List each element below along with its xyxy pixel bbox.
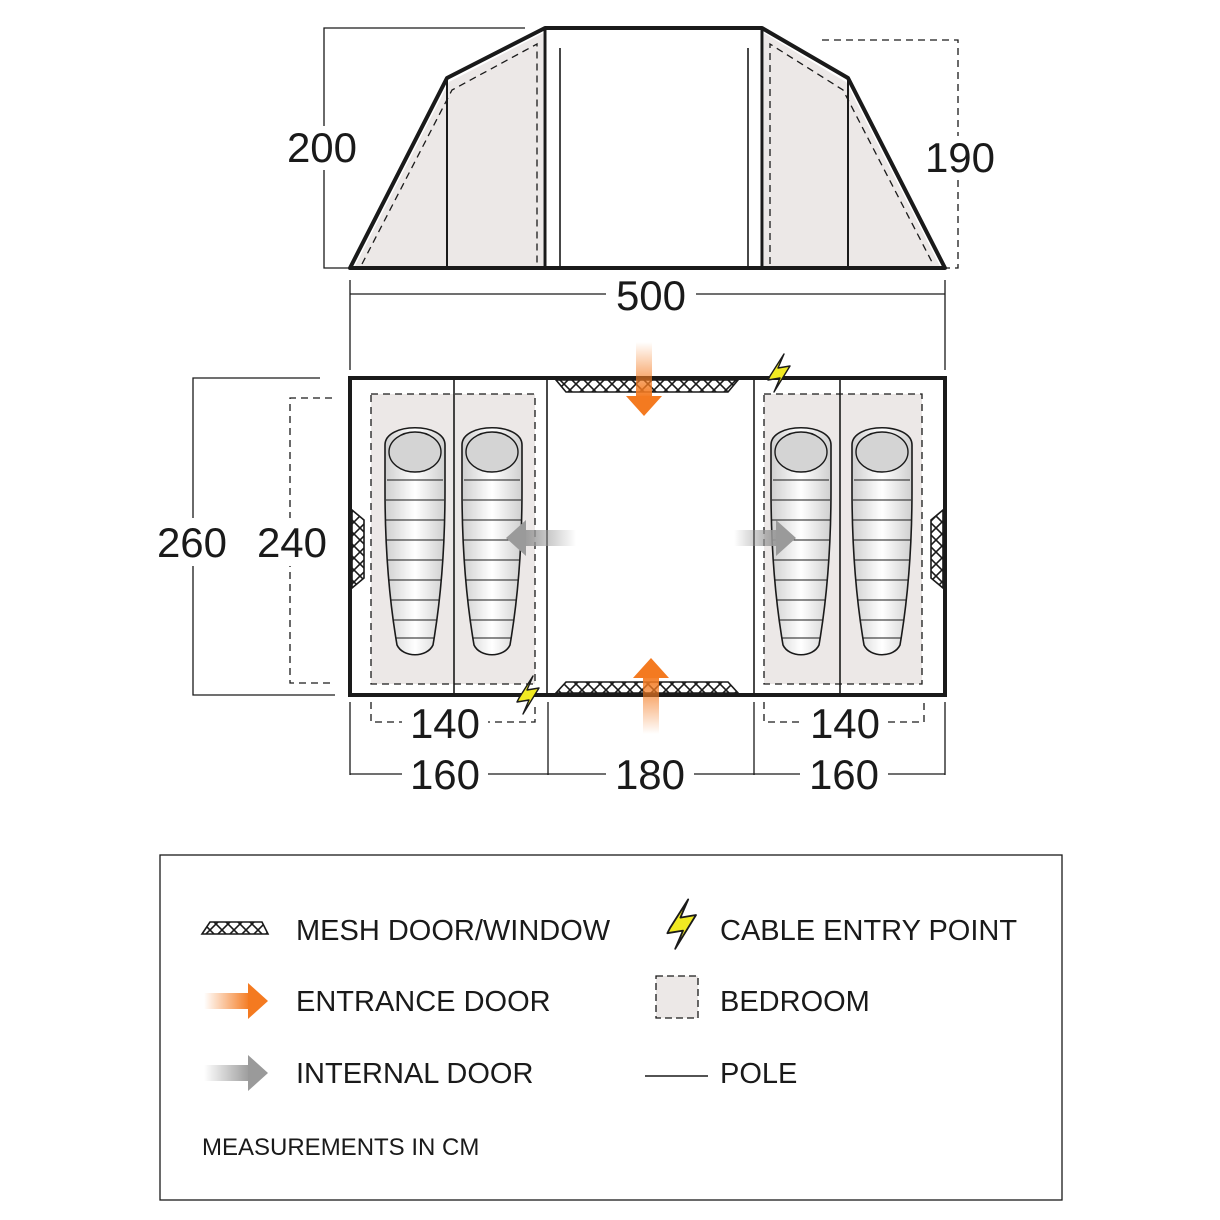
section-left-label: 160 bbox=[409, 751, 481, 798]
legend-mesh-label: MESH DOOR/WINDOW bbox=[296, 915, 611, 947]
right-bedroom-elevation bbox=[764, 33, 940, 266]
legend-pole-label: POLE bbox=[720, 1058, 798, 1090]
sleeping-bag-1 bbox=[385, 428, 445, 655]
legend bbox=[160, 855, 1062, 1200]
mesh-window-left bbox=[352, 510, 364, 588]
legend-entrance-label: ENTRANCE DOOR bbox=[296, 986, 551, 1018]
dashed-square-icon bbox=[656, 976, 698, 1018]
elevation-view bbox=[282, 28, 1000, 370]
width-label: 500 bbox=[615, 272, 687, 319]
section-center-label: 180 bbox=[614, 751, 686, 798]
section-right-label: 160 bbox=[808, 751, 880, 798]
mesh-window-right bbox=[931, 510, 943, 588]
mesh-icon bbox=[202, 922, 268, 934]
depth-bedroom-label: 240 bbox=[256, 519, 328, 566]
bedroom-left-width-label: 140 bbox=[409, 700, 481, 747]
height-left-label: 200 bbox=[286, 124, 358, 171]
depth-outer-label: 260 bbox=[156, 519, 228, 566]
legend-bedroom-label: BEDROOM bbox=[720, 986, 870, 1018]
bedroom-right-width-label: 140 bbox=[809, 700, 881, 747]
height-right-label: 190 bbox=[924, 134, 996, 181]
legend-internal-label: INTERNAL DOOR bbox=[296, 1058, 534, 1090]
sleeping-bag-4 bbox=[852, 428, 912, 655]
legend-cable-label: CABLE ENTRY POINT bbox=[720, 915, 1018, 947]
left-bedroom-elevation bbox=[355, 33, 543, 266]
floor-plan bbox=[150, 342, 945, 798]
measurements-note: MEASUREMENTS IN CM bbox=[202, 1134, 480, 1161]
